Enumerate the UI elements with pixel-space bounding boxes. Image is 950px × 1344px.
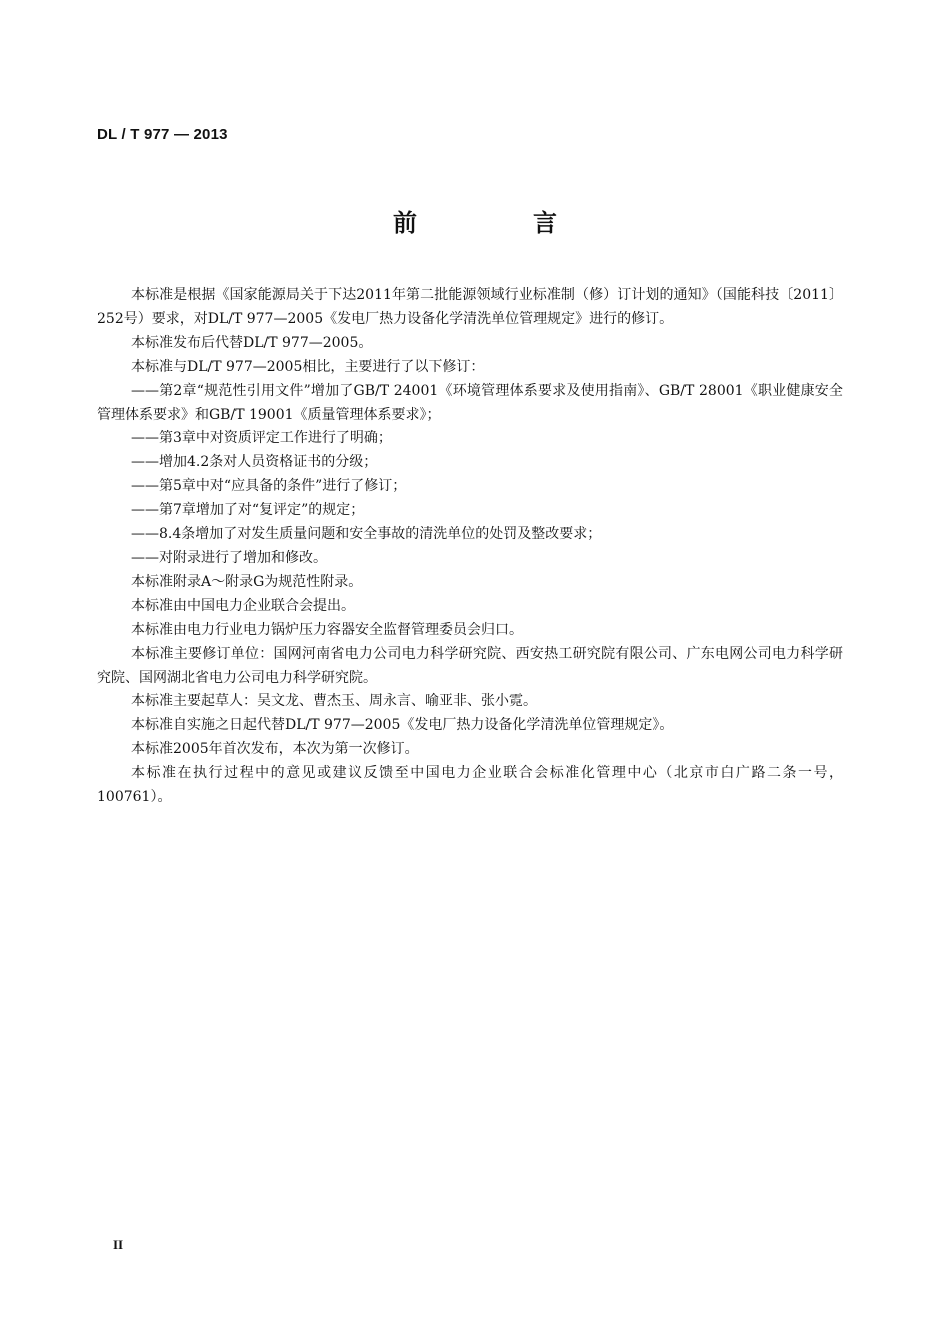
standard-code-header: DL / T 977 — 2013: [97, 126, 228, 143]
paragraph-history: 本标准2005年首次发布，本次为第一次修订。: [131, 741, 419, 758]
paragraph-feedback: 本标准在执行过程中的意见或建议反馈至中国电力企业联合会标准化管理中心（北京市白广路二条一号，100761）。: [97, 765, 843, 806]
paragraph-replaces: 本标准发布后代替DL/T 977—2005。: [131, 334, 373, 351]
change-item-chapter-5: ——第5章中对“应具备的条件”进行了修订；: [131, 478, 407, 495]
paragraph-effective-replacement: 本标准自实施之日起代替DL/T 977—2005《发电厂热力设备化学清洗单位管理规定》。: [131, 717, 674, 734]
paragraph-normative-appendices: 本标准附录A～附录G为规范性附录。: [131, 573, 363, 590]
change-item-appendix: ——对附录进行了增加和修改。: [131, 549, 327, 566]
change-item-clause-8-4: ——8.4条增加了对发生质量问题和安全事故的清洗单位的处罚及整改要求；: [131, 526, 602, 543]
preface-body: [97, 284, 843, 810]
change-item-chapter-2: ——第2章“规范性引用文件”增加了GB/T 24001《环境管理体系要求及使用指南》、GB/T 28001《职业健康安全管理体系要求》和GB/T 19001《质量管理体系要求》；: [97, 382, 843, 423]
page-title: 前 言: [393, 209, 603, 237]
paragraph-drafters: 本标准主要起草人：吴文龙、曹杰玉、周永言、喻亚非、张小霓。: [131, 693, 537, 710]
paragraph-revision-basis: 本标准是根据《国家能源局关于下达2011年第二批能源领域行业标准制（修）订计划的通知》（国能科技〔2011〕252号）要求，对DL/T 977—2005《发电厂热力设备化学清洗单位管理规定》进行的修订。: [97, 287, 843, 327]
paragraph-revising-units: 本标准主要修订单位：国网河南省电力公司电力科学研究院、西安热工研究院有限公司、广东电网公司电力科学研究院、国网湖北省电力公司电力科学研究院。: [97, 645, 843, 686]
paragraph-administered-by: 本标准由电力行业电力锅炉压力容器安全监督管理委员会归口。: [131, 621, 523, 638]
paragraph-changes-intro: 本标准与DL/T 977—2005相比，主要进行了以下修订：: [131, 358, 485, 375]
change-item-clause-4-2: ——增加4.2条对人员资格证书的分级；: [131, 454, 378, 471]
change-item-chapter-3: ——第3章中对资质评定工作进行了明确；: [131, 430, 392, 447]
page-number: II: [113, 1237, 124, 1252]
change-item-chapter-7: ——第7章增加了对“复评定”的规定；: [131, 502, 365, 519]
paragraph-proposed-by: 本标准由中国电力企业联合会提出。: [131, 597, 355, 614]
